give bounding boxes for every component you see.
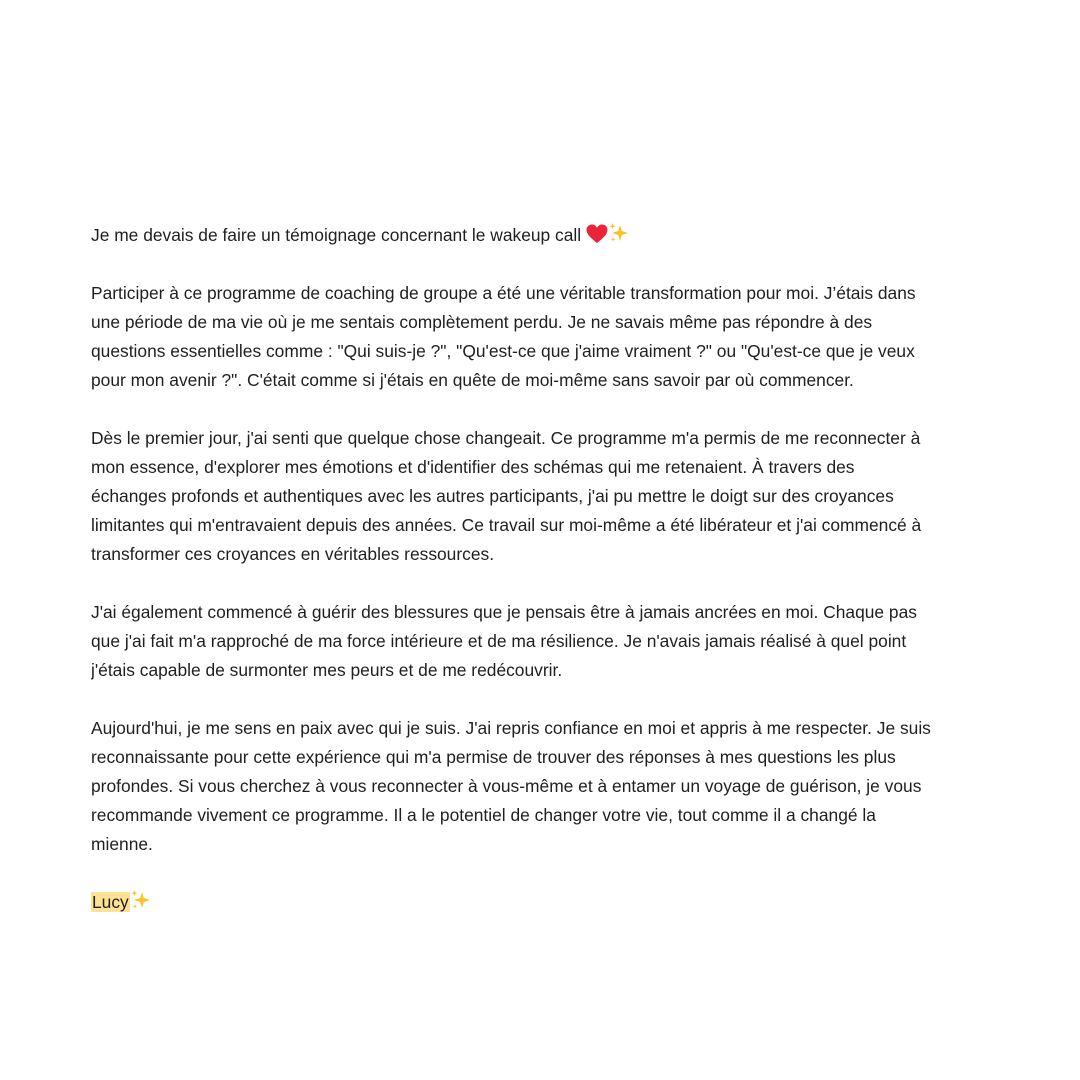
paragraph-line: que j'ai fait m'a rapproché de ma force intérieure et de ma résilience. Je n'avais jamais réalisé à quel point (91, 631, 907, 651)
paragraph-line: reconnaissante pour cette expérience qui m'a permise de trouver des réponses à mes questions les plus (91, 747, 896, 767)
paragraph-1 (91, 279, 1009, 395)
paragraph-line: Dès le premier jour, j'ai senti que quelque chose changeait. Ce programme m'a permis de me reconnecter à (91, 428, 921, 448)
paragraph-line: échanges profonds et authentiques avec les autres participants, j'ai pu mettre le doigt sur des croyances (91, 486, 894, 506)
paragraph-line: une période de ma vie où je me sentais complètement perdu. Je ne savais même pas répondre à des (91, 312, 873, 332)
intro-line (91, 221, 1009, 250)
paragraph-line: transformer ces croyances en véritables ressources. (91, 544, 495, 564)
sparkles-icon (130, 889, 152, 911)
paragraph-2 (91, 424, 1009, 569)
paragraph-line: mienne. (91, 834, 153, 854)
intro-paragraph (91, 221, 1009, 250)
paragraph-line: j'étais capable de surmonter mes peurs et de me redécouvrir. (91, 660, 563, 680)
paragraph-4 (91, 714, 1009, 859)
paragraph-3 (91, 598, 1009, 685)
paragraph-line: Participer à ce programme de coaching de groupe a été une véritable transformation pour moi. J’étais dans (91, 283, 916, 303)
intro-text: Je me devais de faire un témoignage concernant le wakeup call (91, 225, 582, 245)
paragraph-line: questions essentielles comme : "Qui suis-je ?", "Qu'est-ce que j'aime vraiment ?" ou "Qu'est-ce que je veux (91, 341, 915, 361)
sparkles-icon (608, 222, 630, 244)
paragraph-line: Aujourd'hui, je me sens en paix avec qui je suis. J'ai repris confiance en moi et appris à me respecter. Je suis (91, 718, 931, 738)
signature (91, 888, 1009, 917)
paragraph-line: profondes. Si vous cherchez à vous reconnecter à vous-même et à entamer un voyage de guérison, je vous (91, 776, 922, 796)
signature-line (91, 888, 1009, 917)
heart-icon (586, 224, 608, 244)
paragraph-line: recommande vivement ce programme. Il a le potentiel de changer votre vie, tout comme il a changé la (91, 805, 876, 825)
paragraph-line: J'ai également commencé à guérir des blessures que je pensais être à jamais ancrées en moi. Chaque pas (91, 602, 917, 622)
testimonial-document (91, 221, 1009, 917)
paragraph-line: mon essence, d'explorer mes émotions et d'identifier des schémas qui me retenaient. À travers des (91, 457, 855, 477)
signature-name: Lucy (92, 892, 129, 912)
paragraph-line: pour mon avenir ?". C'était comme si j'étais en quête de moi-même sans savoir par où commencer. (91, 370, 854, 390)
paragraph-line: limitantes qui m'entravaient depuis des années. Ce travail sur moi-même a été libérateur et j'ai commencé à (91, 515, 922, 535)
